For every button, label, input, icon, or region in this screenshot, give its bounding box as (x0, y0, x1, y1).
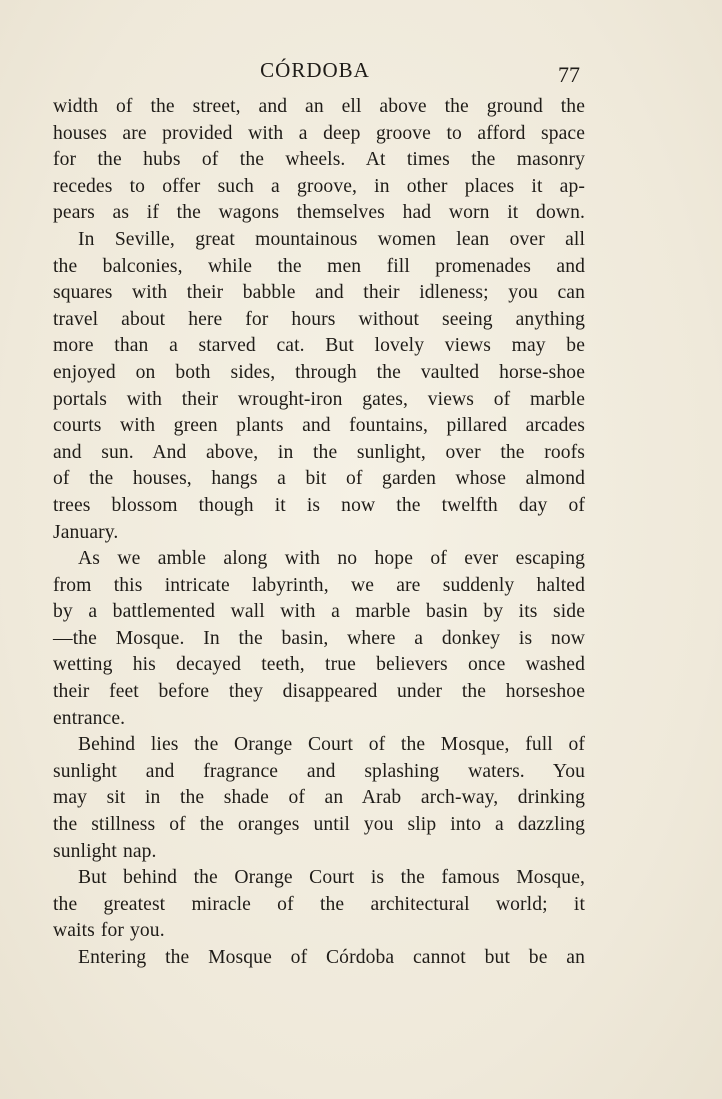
text-line: —the Mosque. In the basin, where a donkey is now (53, 627, 585, 649)
text-line: their feet before they disappeared under the horseshoe (53, 681, 585, 703)
text-line: may sit in the shade of an Arab arch-way, drinking (53, 787, 585, 809)
running-head (0, 58, 722, 88)
text-line: entrance. (53, 707, 126, 729)
text-line: As we amble along with no hope of ever escaping (78, 548, 585, 570)
text-line: pears as if the wagons themselves had worn it down. (53, 202, 585, 224)
text-line: travel about here for hours without seeing anything (53, 308, 585, 330)
text-line: and sun. And above, in the sunlight, over the roofs (53, 441, 585, 463)
page-number: 77 (558, 62, 580, 87)
text-line: of the houses, hangs a bit of garden whose almond (53, 468, 585, 490)
text-line: from this intricate labyrinth, we are suddenly halted (53, 574, 585, 596)
text-line: trees blossom though it is now the twelfth day of (53, 494, 585, 516)
text-line: But behind the Orange Court is the famous Mosque, (78, 867, 585, 889)
text-line: width of the street, and an ell above the ground the (53, 96, 585, 117)
text-line: Behind lies the Orange Court of the Mosque, full of (78, 734, 585, 756)
text-line: the greatest miracle of the architectural world; it (53, 893, 585, 915)
chapter-title: CÓRDOBA (260, 58, 370, 82)
text-line: waits for you. (53, 920, 165, 942)
text-line: for the hubs of the wheels. At times the masonry (53, 149, 585, 171)
body-text (53, 94, 585, 972)
text-line: by a battlemented wall with a marble basin by its side (53, 601, 585, 623)
text-line: the stillness of the oranges until you slip into a dazzling (53, 814, 585, 836)
text-line: Entering the Mosque of Córdoba cannot but be an (78, 947, 585, 968)
text-line: enjoyed on both sides, through the vaulted horse-shoe (53, 361, 585, 383)
text-line: In Seville, great mountainous women lean over all (78, 228, 585, 250)
text-line: the balconies, while the men fill promenades and (53, 255, 585, 277)
text-line: wetting his decayed teeth, true believers once washed (53, 654, 585, 676)
text-line: squares with their babble and their idleness; you can (53, 282, 585, 304)
text-line: sunlight and fragrance and splashing waters. You (53, 760, 585, 782)
text-line: courts with green plants and fountains, pillared arcades (53, 415, 585, 437)
text-line: sunlight nap. (53, 840, 157, 862)
text-line: recedes to offer such a groove, in other places it ap- (53, 175, 585, 197)
text-line: houses are provided with a deep groove to afford space (53, 122, 585, 144)
text-line: more than a starved cat. But lovely views may be (53, 335, 585, 357)
text-line: portals with their wrought-iron gates, views of marble (53, 388, 585, 410)
text-line: January. (53, 521, 119, 543)
